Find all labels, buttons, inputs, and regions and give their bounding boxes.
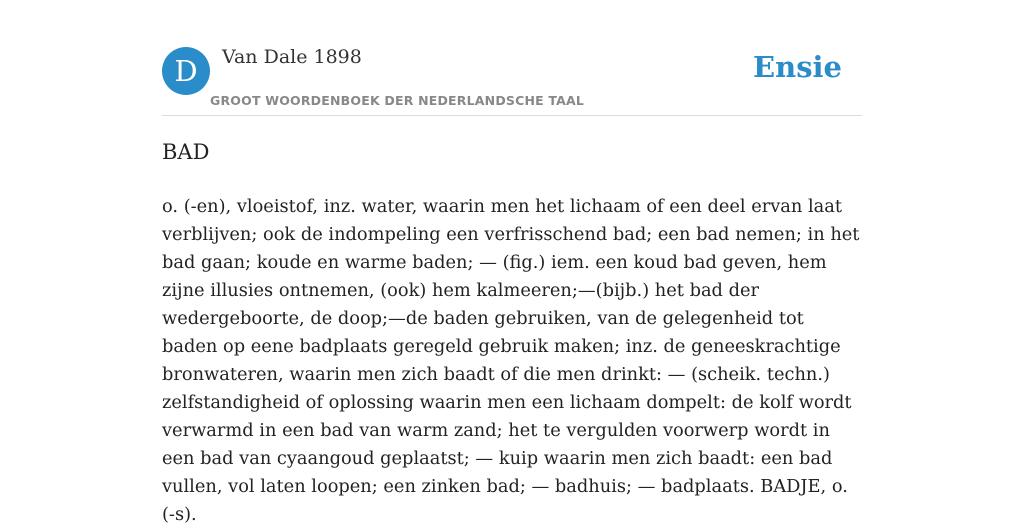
entry-definition: o. (-en), vloeistof, inz. water, waarin men het lichaam of een deel ervan laat verblijven; ook de indompeling een verfrisschend bad; een bad nemen; in het bad gaan; koude en warme baden; — (fig.) iem. een koud bad geven, hem zijne illusies ontnemen, (ook) hem kalmeeren;—(bijb.) het bad der wedergeboorte, de doop;—de baden gebruiken, van de gelegenheid tot baden op eene badplaats geregeld gebruik maken; inz. de geneeskrachtige bronwateren, waarin men zich baadt of die men drinkt: — (scheik. techn.) zelfstandigheid of oplossing waarin men een lichaam dompelt: de kolf wordt verwarmd in een bad van warm zand; het te vergulden voorwerp wordt in een bad van cyaangoud geplaatst; — kuip waarin men zich baadt: een bad vullen, vol laten loopen; een zinken bad; — badhuis; — badplaats. BADJE, o. (-s). [162, 196, 860, 525]
entry-headword: BAD [162, 140, 210, 164]
dictionary-header [162, 0, 862, 116]
brand-logo-link[interactable]: Ensie [753, 50, 842, 84]
dictionary-subtitle: GROOT WOORDENBOEK DER NEDERLANDSCHE TAAL [210, 93, 585, 108]
dictionary-title[interactable]: Van Dale 1898 [222, 46, 362, 68]
dictionary-logo[interactable]: D [162, 47, 210, 95]
